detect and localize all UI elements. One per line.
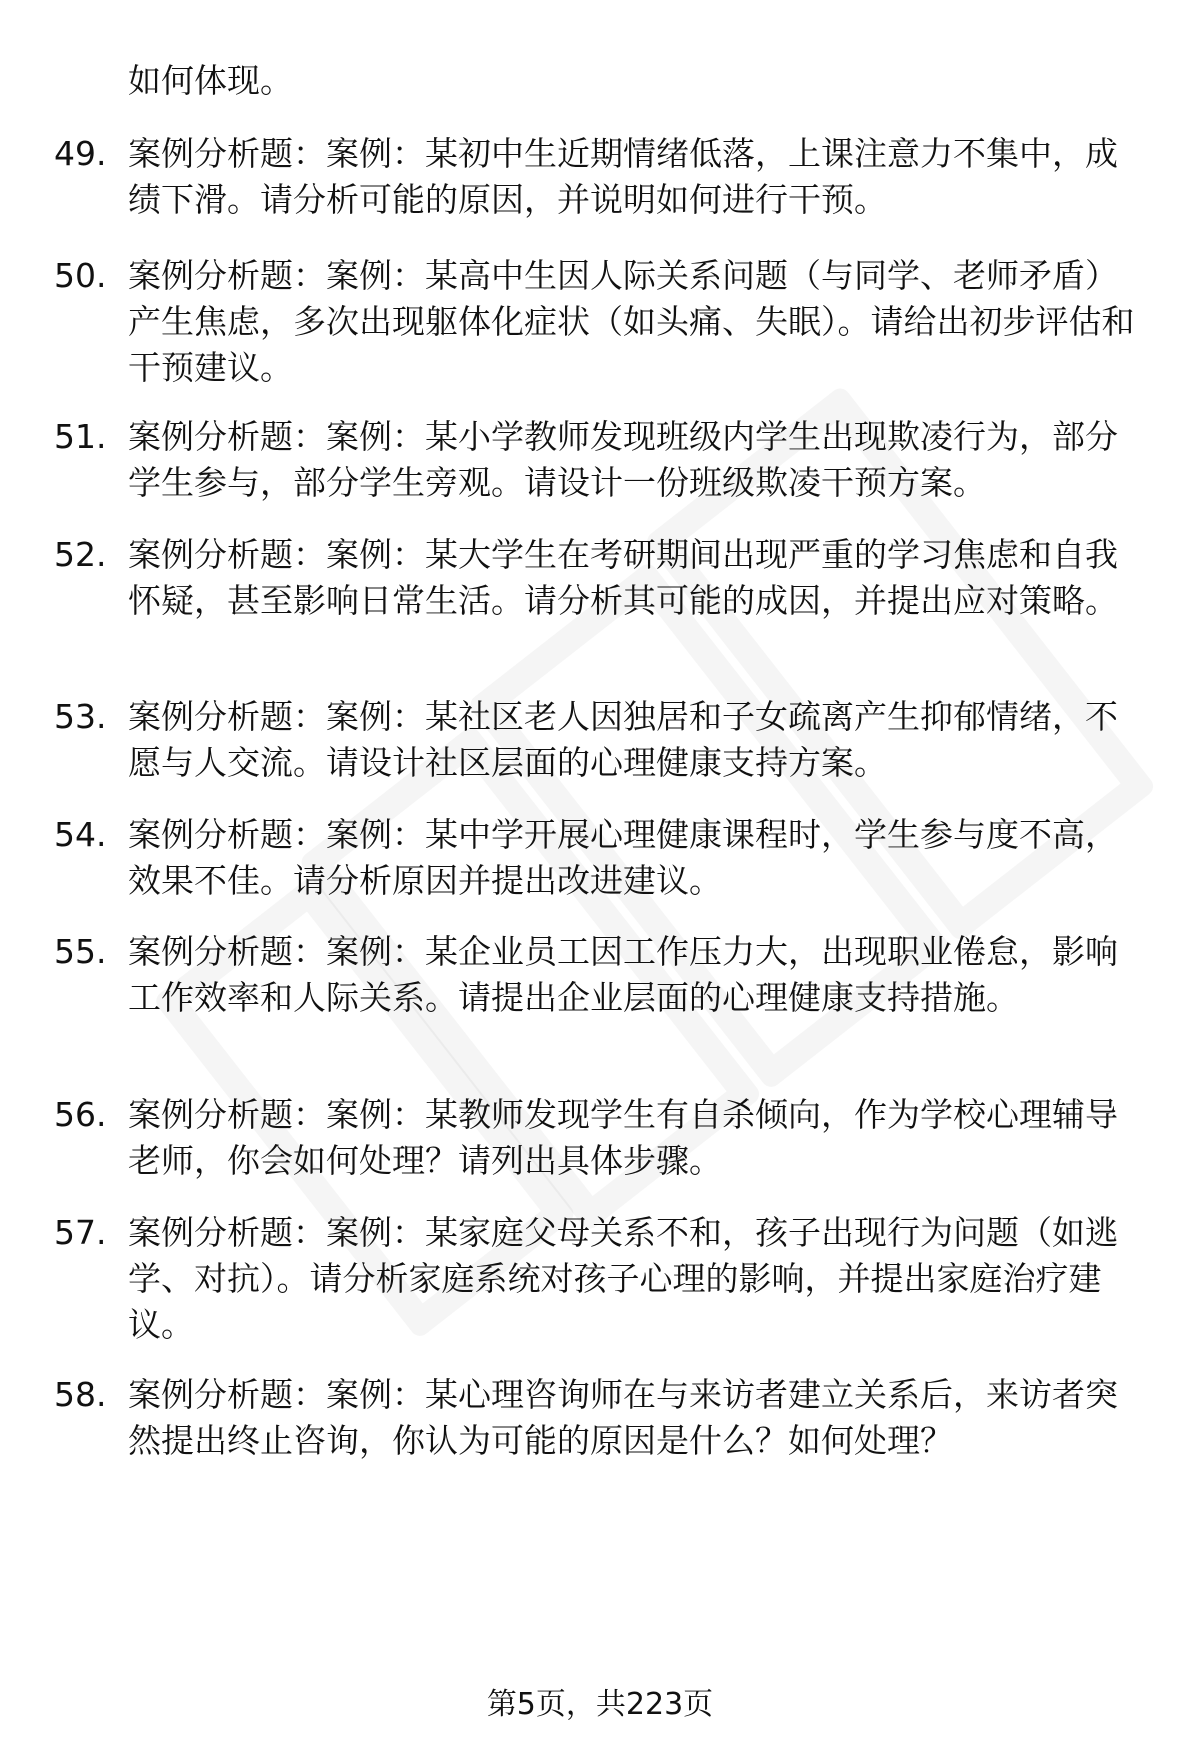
question-number: 51.: [54, 417, 107, 456]
page-footer: 第5页，共223页: [486, 1687, 714, 1722]
question-number: 56.: [54, 1095, 107, 1134]
question-text: 案例分析题：案例：某教师发现学生有自杀倾向，作为学校心理辅导老师，你会如何处理？请列出具体步骤。: [128, 1095, 1118, 1180]
question-number: 52.: [54, 535, 107, 574]
question-number: 55.: [54, 932, 107, 971]
question-number: 54.: [54, 815, 107, 854]
question-text: 案例分析题：案例：某企业员工因工作压力大，出现职业倦怠，影响工作效率和人际关系。请提出企业层面的心理健康支持措施。: [128, 932, 1118, 1017]
continued-text: 如何体现。: [128, 61, 293, 100]
question-text: 案例分析题：案例：某中学开展心理健康课程时，学生参与度不高，效果不佳。请分析原因并提出改进建议。: [128, 815, 1118, 900]
question-number: 53.: [54, 697, 107, 736]
question-text: 案例分析题：案例：某社区老人因独居和子女疏离产生抑郁情绪，不愿与人交流。请设计社区层面的心理健康支持方案。: [128, 697, 1118, 782]
question-text: 案例分析题：案例：某心理咨询师在与来访者建立关系后，来访者突然提出终止咨询，你认为可能的原因是什么？如何处理？: [128, 1375, 1118, 1460]
question-number: 58.: [54, 1375, 107, 1414]
question-text: 案例分析题：案例：某大学生在考研期间出现严重的学习焦虑和自我怀疑，甚至影响日常生活。请分析其可能的成因，并提出应对策略。: [128, 535, 1118, 620]
question-number: 49.: [54, 134, 107, 173]
question-text: 案例分析题：案例：某小学教师发现班级内学生出现欺凌行为，部分学生参与，部分学生旁观。请设计一份班级欺凌干预方案。: [128, 417, 1118, 502]
question-number: 50.: [54, 256, 107, 295]
question-text: 案例分析题：案例：某高中生因人际关系问题（与同学、老师矛盾）产生焦虑，多次出现躯体化症状（如头痛、失眠）。请给出初步评估和干预建议。: [128, 256, 1135, 387]
question-text: 案例分析题：案例：某初中生近期情绪低落，上课注意力不集中，成绩下滑。请分析可能的原因，并说明如何进行干预。: [128, 134, 1118, 219]
question-text: 案例分析题：案例：某家庭父母关系不和，孩子出现行为问题（如逃学、对抗）。请分析家庭系统对孩子心理的影响，并提出家庭治疗建议。: [128, 1213, 1118, 1344]
question-number: 57.: [54, 1213, 107, 1252]
